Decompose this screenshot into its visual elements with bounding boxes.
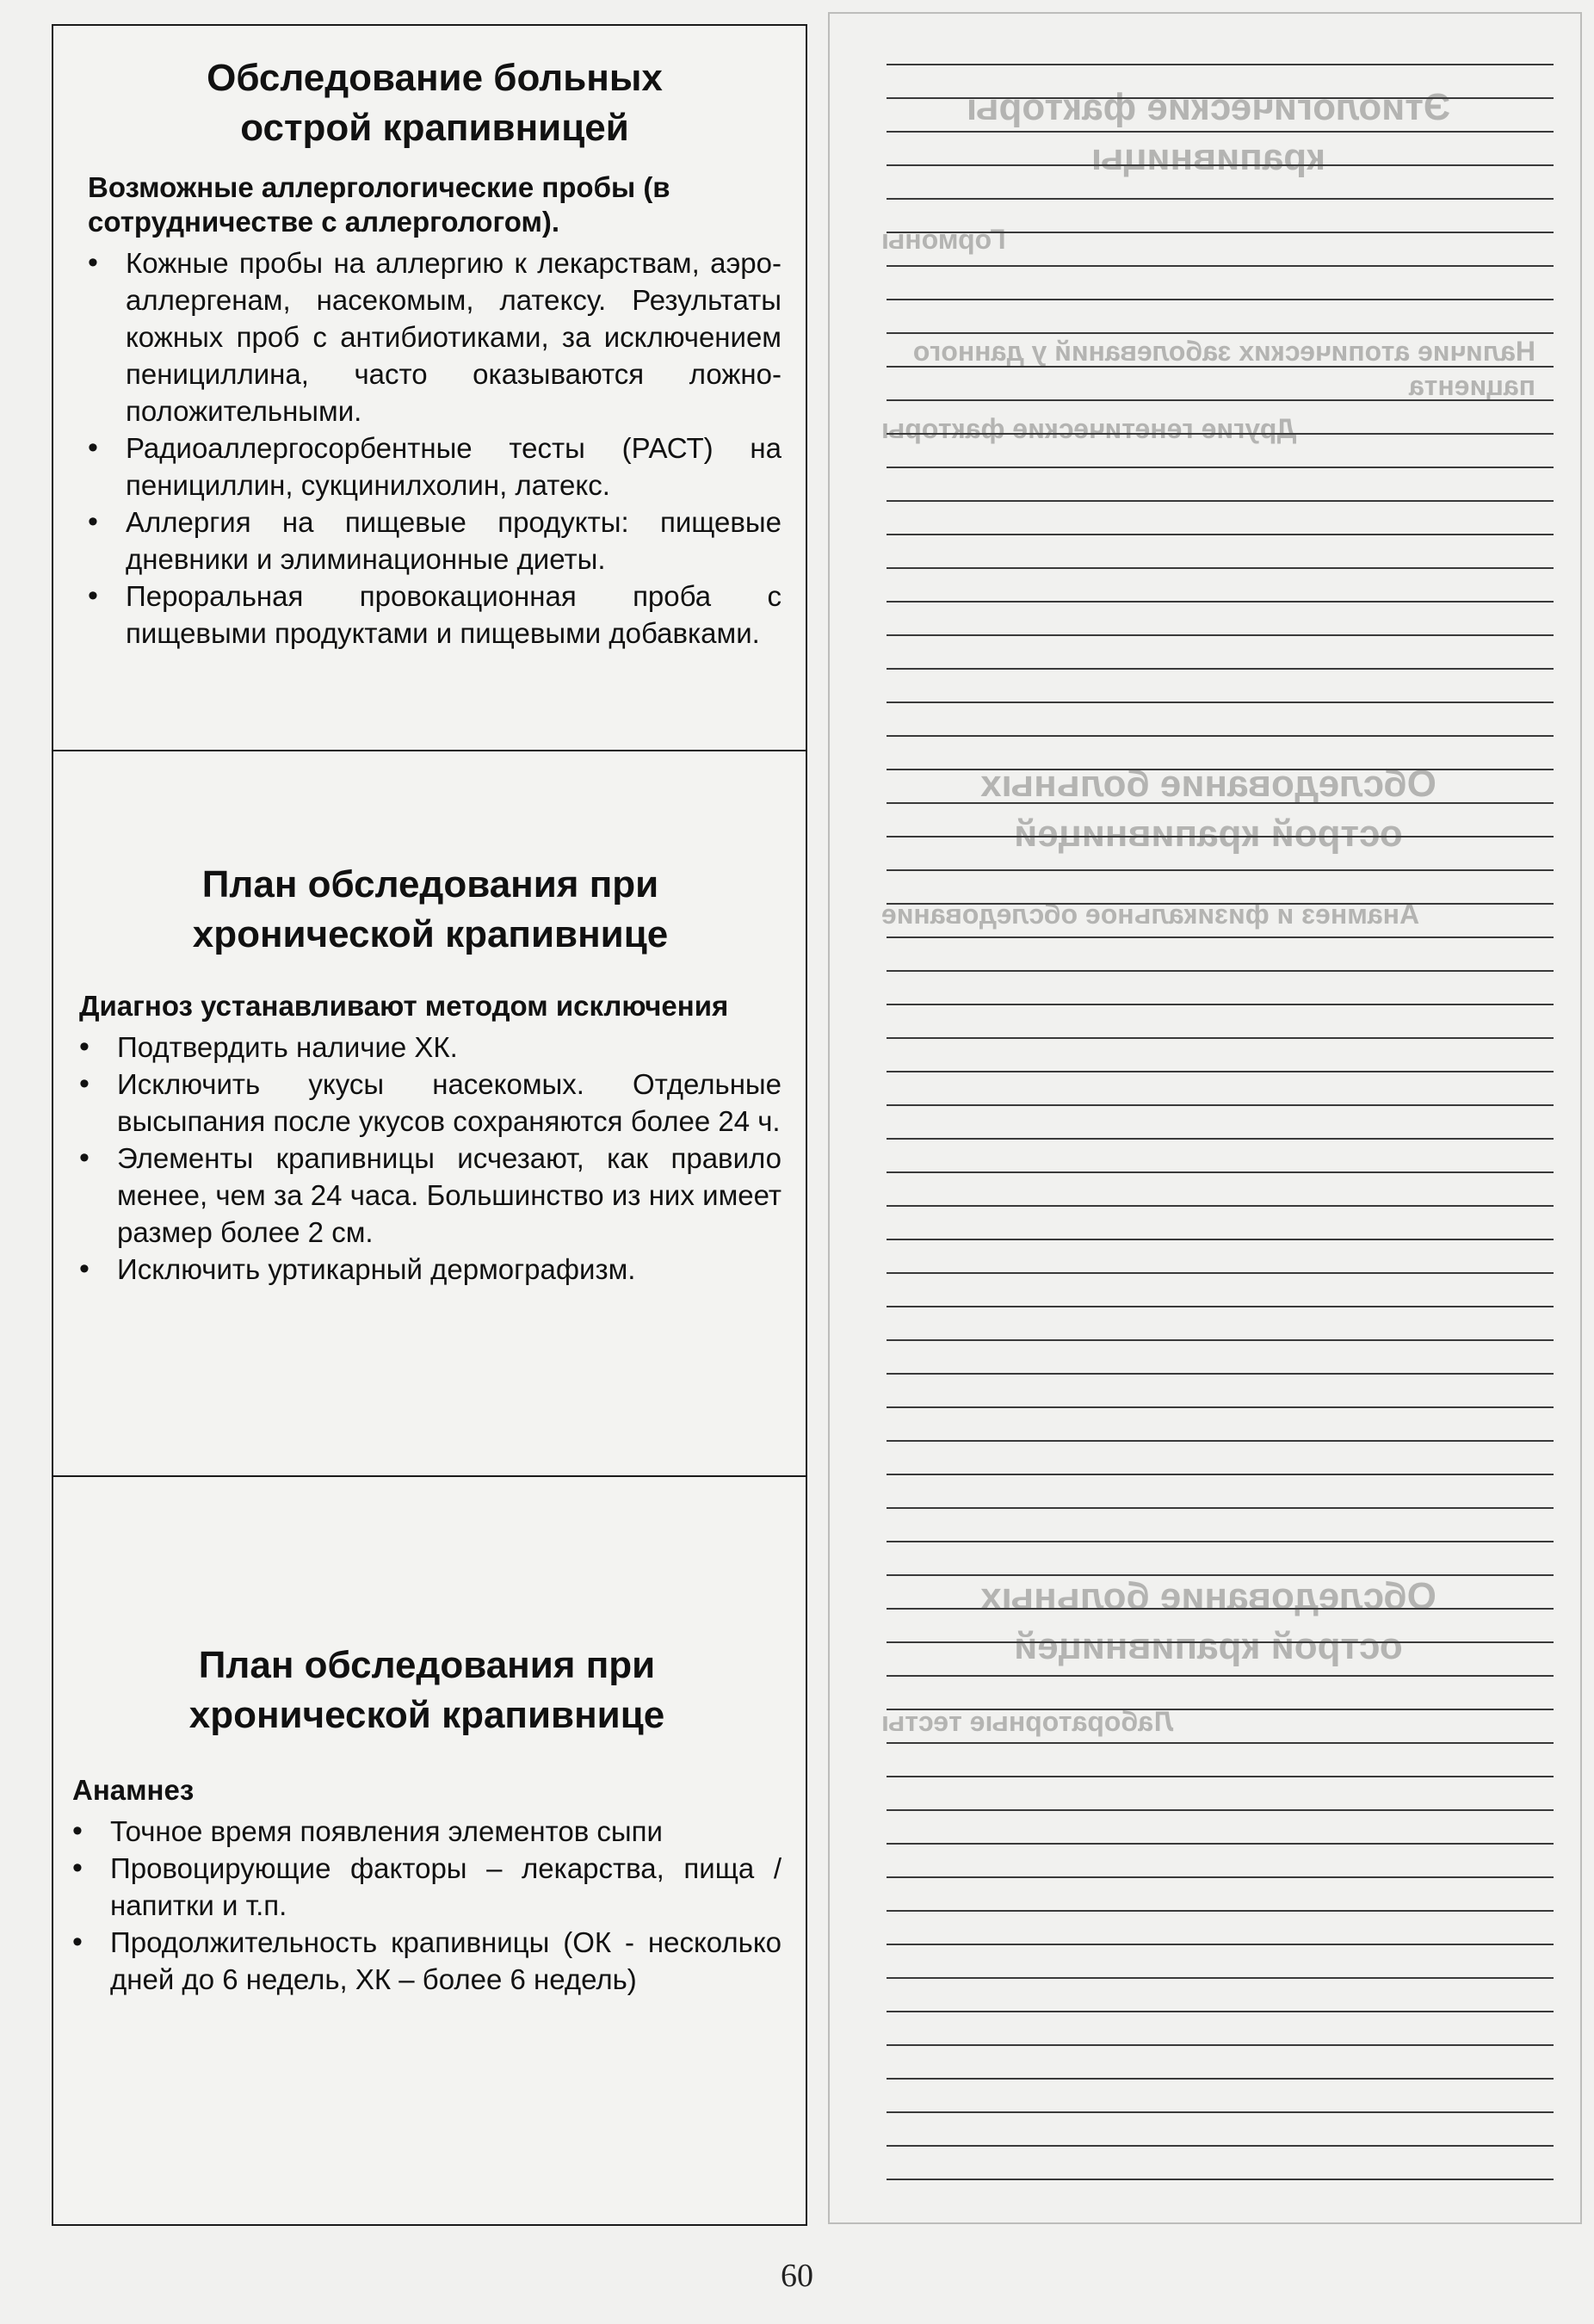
note-line xyxy=(887,131,1554,133)
bleed-through-title: Обследование больных острой крапивницей xyxy=(980,1575,1436,1667)
note-line xyxy=(887,1004,1554,1005)
note-line xyxy=(887,299,1554,300)
note-line xyxy=(887,97,1554,99)
note-line xyxy=(887,1675,1554,1677)
note-line xyxy=(887,399,1554,401)
note-line xyxy=(887,903,1554,905)
note-line xyxy=(887,869,1554,871)
list-item: • Продолжительность крапивницы (ОК - несколько дней до 6 недель, ХК – более 6 недель) xyxy=(72,1924,782,1998)
note-line xyxy=(887,567,1554,569)
note-line xyxy=(887,634,1554,636)
card-chronic-urticaria-plan xyxy=(52,750,807,1477)
note-line xyxy=(887,601,1554,603)
bleed-through-subtitle: Лабораторные тесты xyxy=(881,1706,1174,1737)
bullet-list xyxy=(79,1029,782,1288)
list-item: • Радиоаллергосорбентные тесты (РАСТ) на пенициллин, сукцинилхолин, латекс. xyxy=(88,430,782,504)
list-item: • Пероральная провокационная проба с пищевыми продуктами и пищевыми добавками. xyxy=(88,578,782,652)
note-line xyxy=(887,2111,1554,2113)
note-line xyxy=(887,1776,1554,1777)
list-item: • Исключить уртикарный дермографизм. xyxy=(79,1251,782,1288)
note-line xyxy=(887,1507,1554,1509)
note-line xyxy=(887,332,1554,334)
bullet-list xyxy=(88,244,782,652)
note-line xyxy=(887,534,1554,535)
list-item: • Точное время появления элементов сыпи xyxy=(72,1813,782,1850)
note-line xyxy=(887,164,1554,166)
note-line xyxy=(887,735,1554,737)
note-line xyxy=(887,1944,1554,1945)
note-line xyxy=(887,1339,1554,1341)
note-line xyxy=(887,1440,1554,1442)
note-line xyxy=(887,1608,1554,1610)
bleed-through-title: Этиологические факторы крапивницы xyxy=(966,86,1451,178)
note-line xyxy=(887,1977,1554,1979)
note-line xyxy=(887,970,1554,972)
list-item: • Исключить укусы насекомых. Отдельные высыпания после укусов сохраняются более 24 ч. xyxy=(79,1066,782,1140)
list-item: • Провоцирующие факторы – лекарства, пища / напитки и т.п. xyxy=(72,1850,782,1924)
card-title: План обследования при хронической крапивнице xyxy=(192,863,669,955)
note-line xyxy=(887,1742,1554,1744)
note-line xyxy=(887,1373,1554,1375)
note-line xyxy=(887,2179,1554,2180)
note-line xyxy=(887,467,1554,468)
note-line xyxy=(887,1574,1554,1576)
note-line xyxy=(887,1809,1554,1811)
note-line xyxy=(887,1306,1554,1307)
note-line xyxy=(887,1104,1554,1106)
note-line xyxy=(887,433,1554,435)
bleed-through-subtitle: Анамнез и физикальное обследование xyxy=(881,899,1420,930)
note-line xyxy=(887,668,1554,670)
note-line xyxy=(887,198,1554,200)
note-line xyxy=(887,702,1554,703)
note-line xyxy=(887,1474,1554,1475)
bleed-through-item: Наличие атопических заболеваний у данного пациента xyxy=(912,336,1535,401)
note-line xyxy=(887,769,1554,770)
notes-column xyxy=(828,12,1582,2224)
bleed-through-item: Другие генетические факторы xyxy=(881,413,1297,444)
list-item: • Элементы крапивницы исчезают, как правило менее, чем за 24 часа. Большинство из них имеет размер более 2 см. xyxy=(79,1140,782,1251)
note-line xyxy=(887,1709,1554,1710)
list-item: • Аллергия на пищевые продукты: пищевые дневники и элиминационные диеты. xyxy=(88,504,782,578)
list-item: • Подтвердить наличие ХК. xyxy=(79,1029,782,1066)
note-line xyxy=(887,1910,1554,1912)
note-line xyxy=(887,1406,1554,1408)
note-line xyxy=(887,1272,1554,1274)
card-subtitle: Диагноз устанавливают методом исключения xyxy=(79,990,729,1022)
note-line xyxy=(887,1071,1554,1072)
note-line xyxy=(887,2044,1554,2046)
bleed-through-title: Обследование больных острой крапивницей xyxy=(980,763,1436,855)
note-line xyxy=(887,265,1554,267)
page-number: 60 xyxy=(781,2258,813,2294)
note-line xyxy=(887,2011,1554,2012)
note-line xyxy=(887,366,1554,368)
list-item: • Кожные пробы на аллергию к лекарствам, аэро-аллергенам, насекомым, латексу. Результаты кожных проб с антибиотиками, за исключением пенициллина, часто оказываются ложно-положительными. xyxy=(88,244,782,430)
note-line xyxy=(887,1876,1554,1878)
note-line xyxy=(887,2078,1554,2080)
note-line xyxy=(887,1239,1554,1240)
bullet-list xyxy=(72,1813,782,1998)
note-line xyxy=(887,1843,1554,1845)
card-acute-urticaria-exam xyxy=(52,24,807,751)
note-line xyxy=(887,1138,1554,1140)
note-line xyxy=(887,500,1554,502)
note-line xyxy=(887,1205,1554,1207)
card-subtitle: Возможные аллергологические пробы (в сотрудничестве с аллергологом). xyxy=(88,171,670,238)
card-chronic-urticaria-history xyxy=(52,1475,807,2226)
note-line xyxy=(887,1641,1554,1643)
card-title: План обследования при хронической крапивнице xyxy=(188,1644,665,1736)
note-line xyxy=(887,1541,1554,1542)
card-title: Обследование больных острой крапивницей xyxy=(207,57,663,149)
card-subtitle: Анамнез xyxy=(72,1774,195,1806)
note-line xyxy=(887,836,1554,838)
bleed-through-item: Гормоны xyxy=(881,224,1006,255)
note-line xyxy=(887,1171,1554,1173)
note-line xyxy=(887,232,1554,233)
note-line xyxy=(887,64,1554,65)
note-line xyxy=(887,802,1554,804)
note-line xyxy=(887,2145,1554,2147)
note-line xyxy=(887,936,1554,938)
note-line xyxy=(887,1037,1554,1039)
